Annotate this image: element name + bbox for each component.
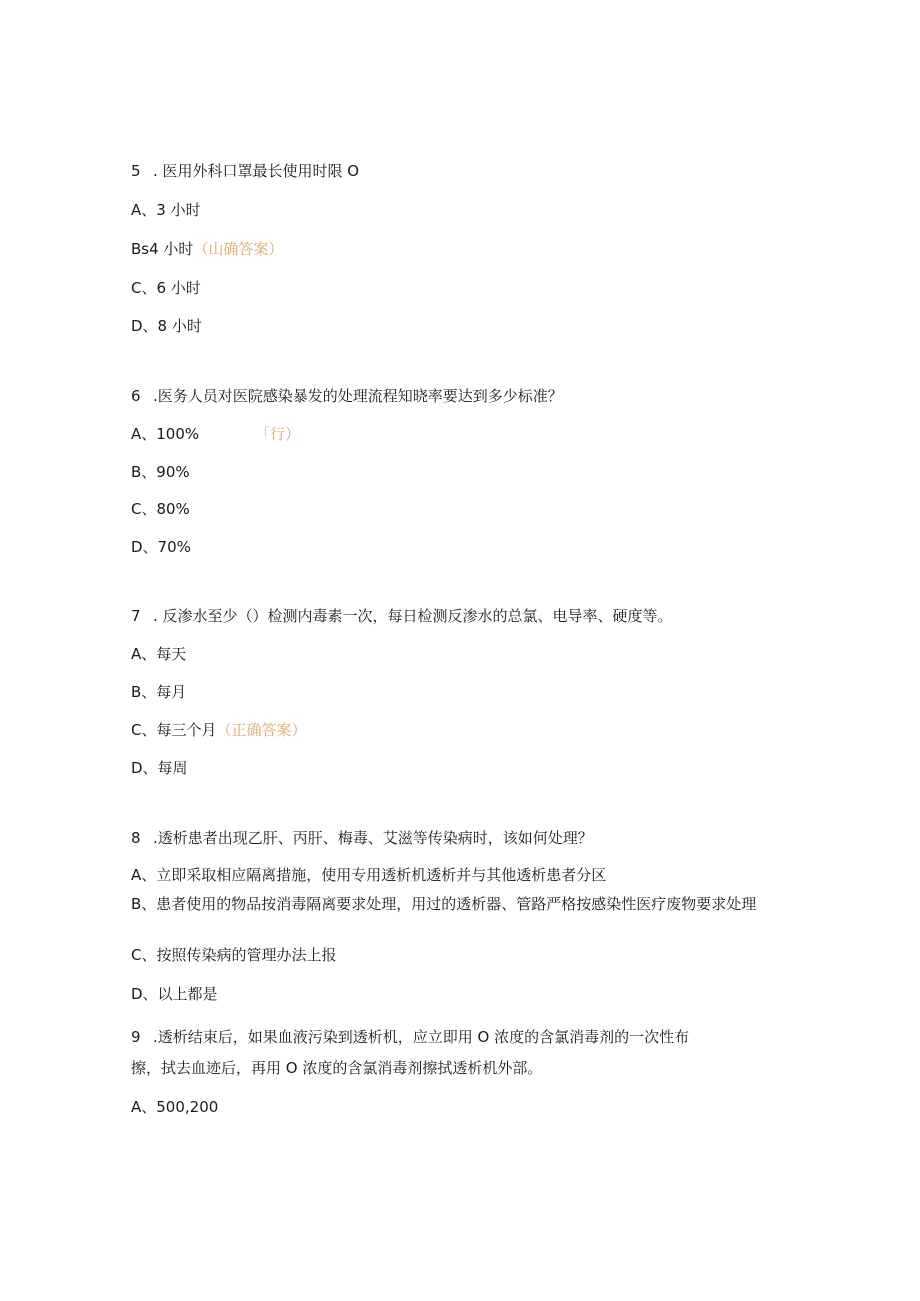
question-7-stem (131, 605, 673, 627)
option-label: A、3 小时 (131, 201, 201, 219)
option-label: D、以上都是 (131, 985, 218, 1003)
option-label: C、按照传染病的管理办法上报 (131, 946, 337, 964)
question-5-option-b (131, 238, 283, 260)
question-text: . 医用外科口罩最长使用时限 O (153, 162, 360, 180)
question-text: . 反渗水至少（）检测内毒素一次，每日检测反渗水的总氯、电导率、硬度等。 (153, 607, 673, 625)
option-label: D、8 小时 (131, 317, 202, 335)
question-9-option-a (131, 1096, 218, 1118)
option-label: Bs4 小时 (131, 240, 194, 258)
option-label: C、80% (131, 500, 190, 518)
question-number: 7 (131, 607, 141, 625)
question-5-option-a (131, 199, 201, 221)
answer-note: （山确答案） (193, 240, 284, 258)
option-label: A、每天 (131, 645, 187, 663)
question-number: 5 (131, 162, 141, 180)
question-5-stem (131, 160, 359, 182)
question-number: 8 (131, 829, 141, 847)
option-label: B、每月 (131, 683, 187, 701)
question-7-option-d (131, 757, 188, 779)
question-6-stem (131, 385, 563, 407)
option-label: D、70% (131, 538, 191, 556)
question-8-stem (131, 827, 593, 849)
question-text: 擦，拭去血迹后，再用 O 浓度的含氯消毒剂擦拭透析机外部。 (131, 1059, 543, 1077)
question-6-option-a (131, 423, 300, 445)
question-7-option-b (131, 681, 186, 703)
question-7-option-c (131, 719, 307, 741)
option-label: A、500,200 (131, 1098, 219, 1116)
question-5-option-d (131, 315, 202, 337)
option-label: C、6 小时 (131, 279, 201, 297)
question-text: .透析患者出现乙肝、丙肝、梅毒、艾滋等传染病时，该如何处理？ (153, 829, 593, 847)
option-label: A、立即采取相应隔离措施，使用专用透析机透析并与其他透析患者分区 (131, 866, 607, 884)
question-6-option-b (131, 461, 190, 483)
option-label: B、90% (131, 463, 190, 481)
question-5-option-c (131, 277, 201, 299)
option-label: D、每周 (131, 759, 188, 777)
question-number: 6 (131, 387, 141, 405)
question-8-option-a (131, 864, 606, 886)
question-6-option-d (131, 536, 191, 558)
question-8-option-c (131, 944, 336, 966)
question-text: .医务人员对医院感染暴发的处理流程知晓率要达到多少标准？ (153, 387, 563, 405)
question-8-option-d (131, 983, 218, 1005)
answer-note: （正确答案） (216, 721, 307, 739)
option-label: C、每三个月 (131, 721, 217, 739)
option-label: A、100% (131, 425, 200, 443)
answer-note: 「行） (255, 425, 301, 443)
question-9-stem-line2 (131, 1057, 542, 1079)
question-7-option-a (131, 643, 186, 665)
question-9-stem-line1 (131, 1026, 689, 1048)
question-text: .透析结束后，如果血液污染到透析机，应立即用 O 浓度的含氯消毒剂的一次性布 (153, 1028, 690, 1046)
option-label: B、患者使用的物品按消毒隔离要求处理，用过的透析器、管路严格按感染性医疗废物要求处理 (131, 895, 757, 913)
question-8-option-b (131, 893, 781, 915)
question-6-option-c (131, 498, 190, 520)
question-number: 9 (131, 1028, 141, 1046)
